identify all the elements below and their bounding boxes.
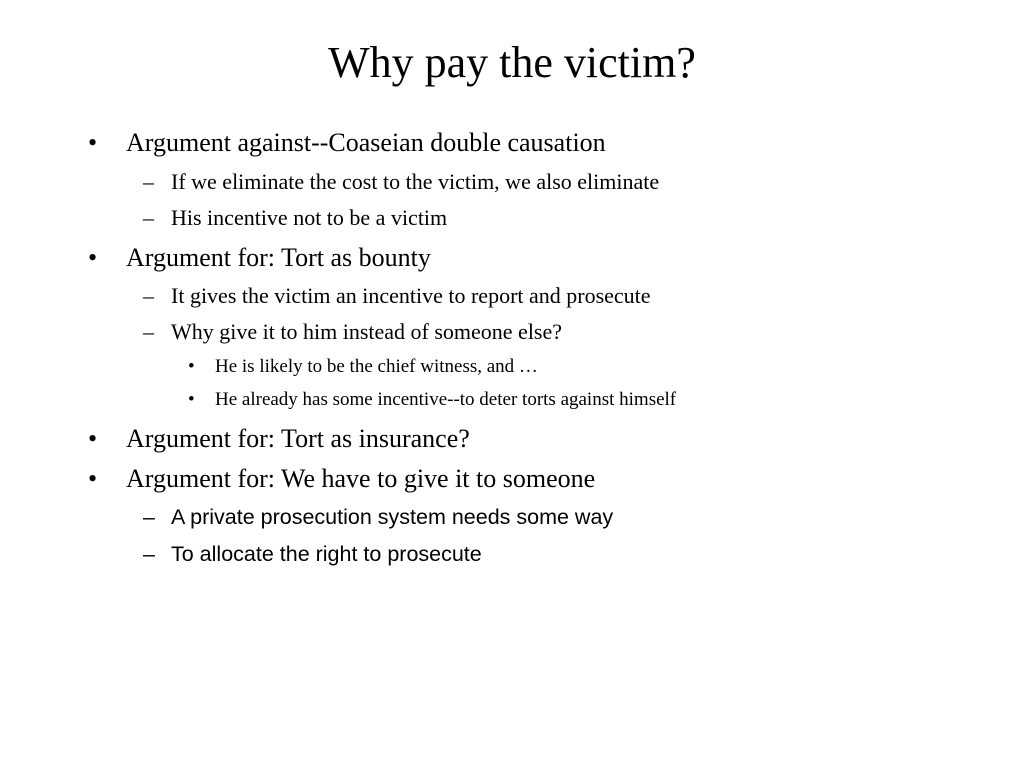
bullet-text: Argument against--Coaseian double causation [126, 128, 606, 157]
bullet-marker: • [88, 424, 98, 453]
bullet-text: He is likely to be the chief witness, and … [215, 356, 538, 377]
bullet-marker: • [188, 356, 195, 377]
bullet-marker: • [88, 243, 98, 272]
bullet-text: It gives the victim an incentive to report and prosecute [171, 283, 651, 308]
dash-marker: – [143, 505, 155, 529]
dash-marker: – [143, 205, 154, 230]
dash-marker: – [143, 169, 154, 194]
bullet-text: Argument for: Tort as bounty [126, 243, 431, 272]
bullet-text: He already has some incentive--to deter torts against himself [215, 389, 677, 410]
dash-marker: – [143, 283, 154, 308]
slide-title: Why pay the victim? [328, 38, 696, 87]
bullet-text: Why give it to him instead of someone else? [171, 319, 563, 344]
bullet-text: To allocate the right to prosecute [171, 542, 482, 566]
bullet-text: A private prosecution system needs some way [171, 505, 614, 529]
bullet-marker: • [88, 464, 98, 493]
bullet-text: Argument for: We have to give it to someone [126, 464, 596, 493]
bullet-text: If we eliminate the cost to the victim, we also eliminate [171, 169, 660, 194]
bullet-text: His incentive not to be a victim [171, 205, 448, 230]
dash-marker: – [143, 319, 154, 344]
bullet-text: Argument for: Tort as insurance? [126, 424, 470, 453]
bullet-marker: • [88, 128, 98, 157]
bullet-marker: • [188, 389, 195, 410]
dash-marker: – [143, 542, 155, 566]
